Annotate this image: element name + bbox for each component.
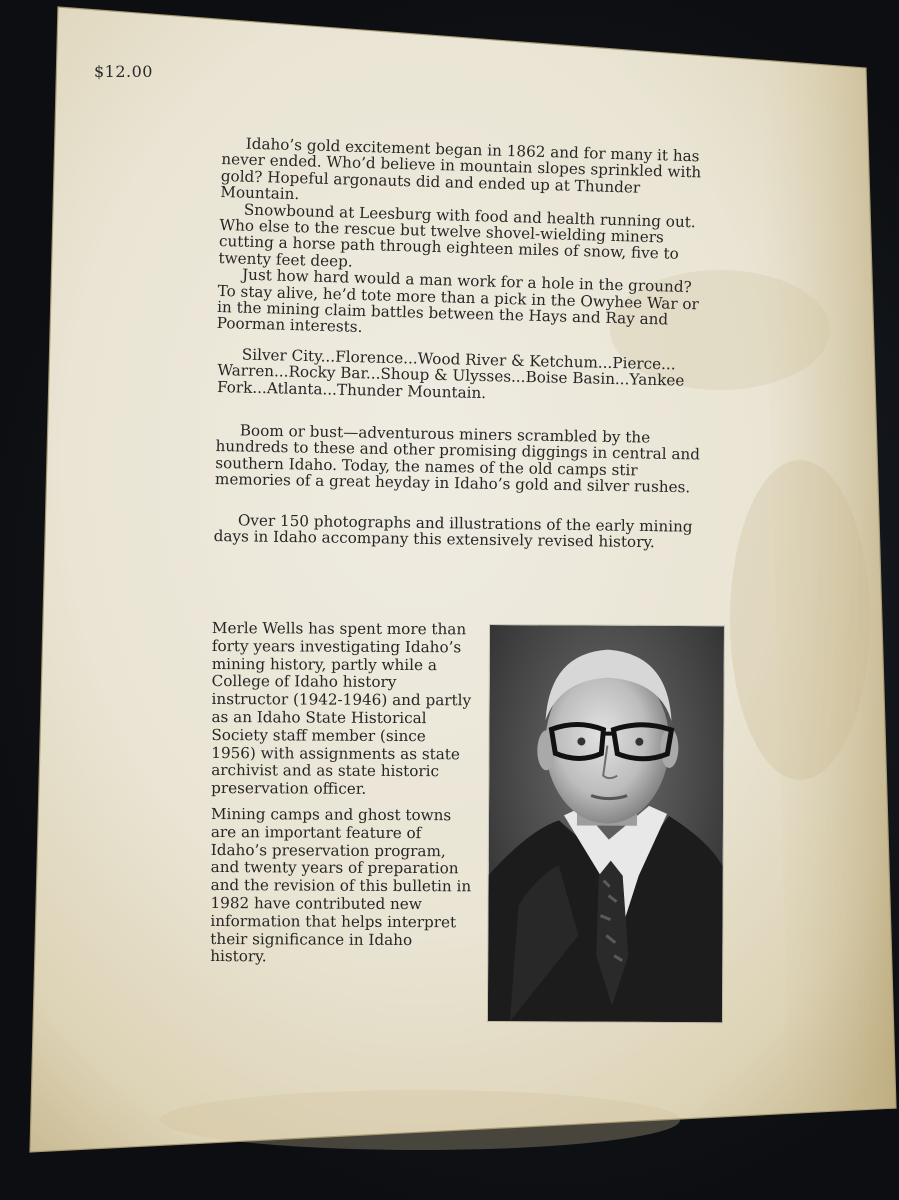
photographs-paragraph: Over 150 photographs and illustrations of the early mining days in Idaho accompany this extensively revised history.: [213, 511, 693, 552]
blurb-intro: [217, 135, 714, 346]
author-bio-paragraph-1: Merle Wells has spent more than forty years investigating Idaho’s mining history, partly while a College of Idaho history instructor (1942-1946) and partly as an Idaho State Historical Society staff member (since 1956) with assignments as state archivist and as state historic preservation officer.: [211, 619, 472, 798]
photographs-note: [214, 512, 714, 552]
blurb-paragraph-2: Snowbound at Leesburg with food and health running out. Who else to the rescue but twelve shovel-wielding miners cutting a horse path through eighteen miles of snow, five to twenty feet deep.: [218, 200, 696, 271]
author-portrait-photo: [488, 625, 724, 1022]
mining-camps-list: [217, 346, 710, 406]
author-bio-paragraph-2: Mining camps and ghost towns are an important feature of Idaho’s preservation program, and twenty years of preparation and the revision of this bulletin in 1982 have contributed new information that helps interpret their significance in Idaho history.: [210, 804, 472, 966]
boom-or-bust-section: [215, 422, 716, 496]
author-bio: [210, 620, 474, 968]
camps-paragraph: Silver City...Florence...Wood River & Ketchum...Pierce... Warren...Rocky Bar...Shoup & Ulysses...Boise Basin...Yankee Fork...Atlanta...Thunder Mountain.: [216, 345, 685, 402]
price-label: $12.00: [94, 62, 153, 81]
blurb-paragraph-1: Idaho’s gold excitement began in 1862 and for many it has never ended. Who’d believe in mountain slopes sprinkled with gold? Hopeful argonauts did and ended up at Thunder Mountain.: [220, 134, 702, 204]
boom-paragraph: Boom or bust—adventurous miners scrambled by the hundreds to these and other promising diggings in central and southern Idaho. Today, the names of the old camps stir memories of a great heyday in Idaho’s gold and silver rushes.: [214, 421, 701, 497]
blurb-paragraph-3: Just how hard would a man work for a hole in the ground? To stay alive, he’d tote more than a pick in the Owyhee War or in the mining claim battles between the Hays and Ray and Poorman interests.: [216, 265, 700, 337]
